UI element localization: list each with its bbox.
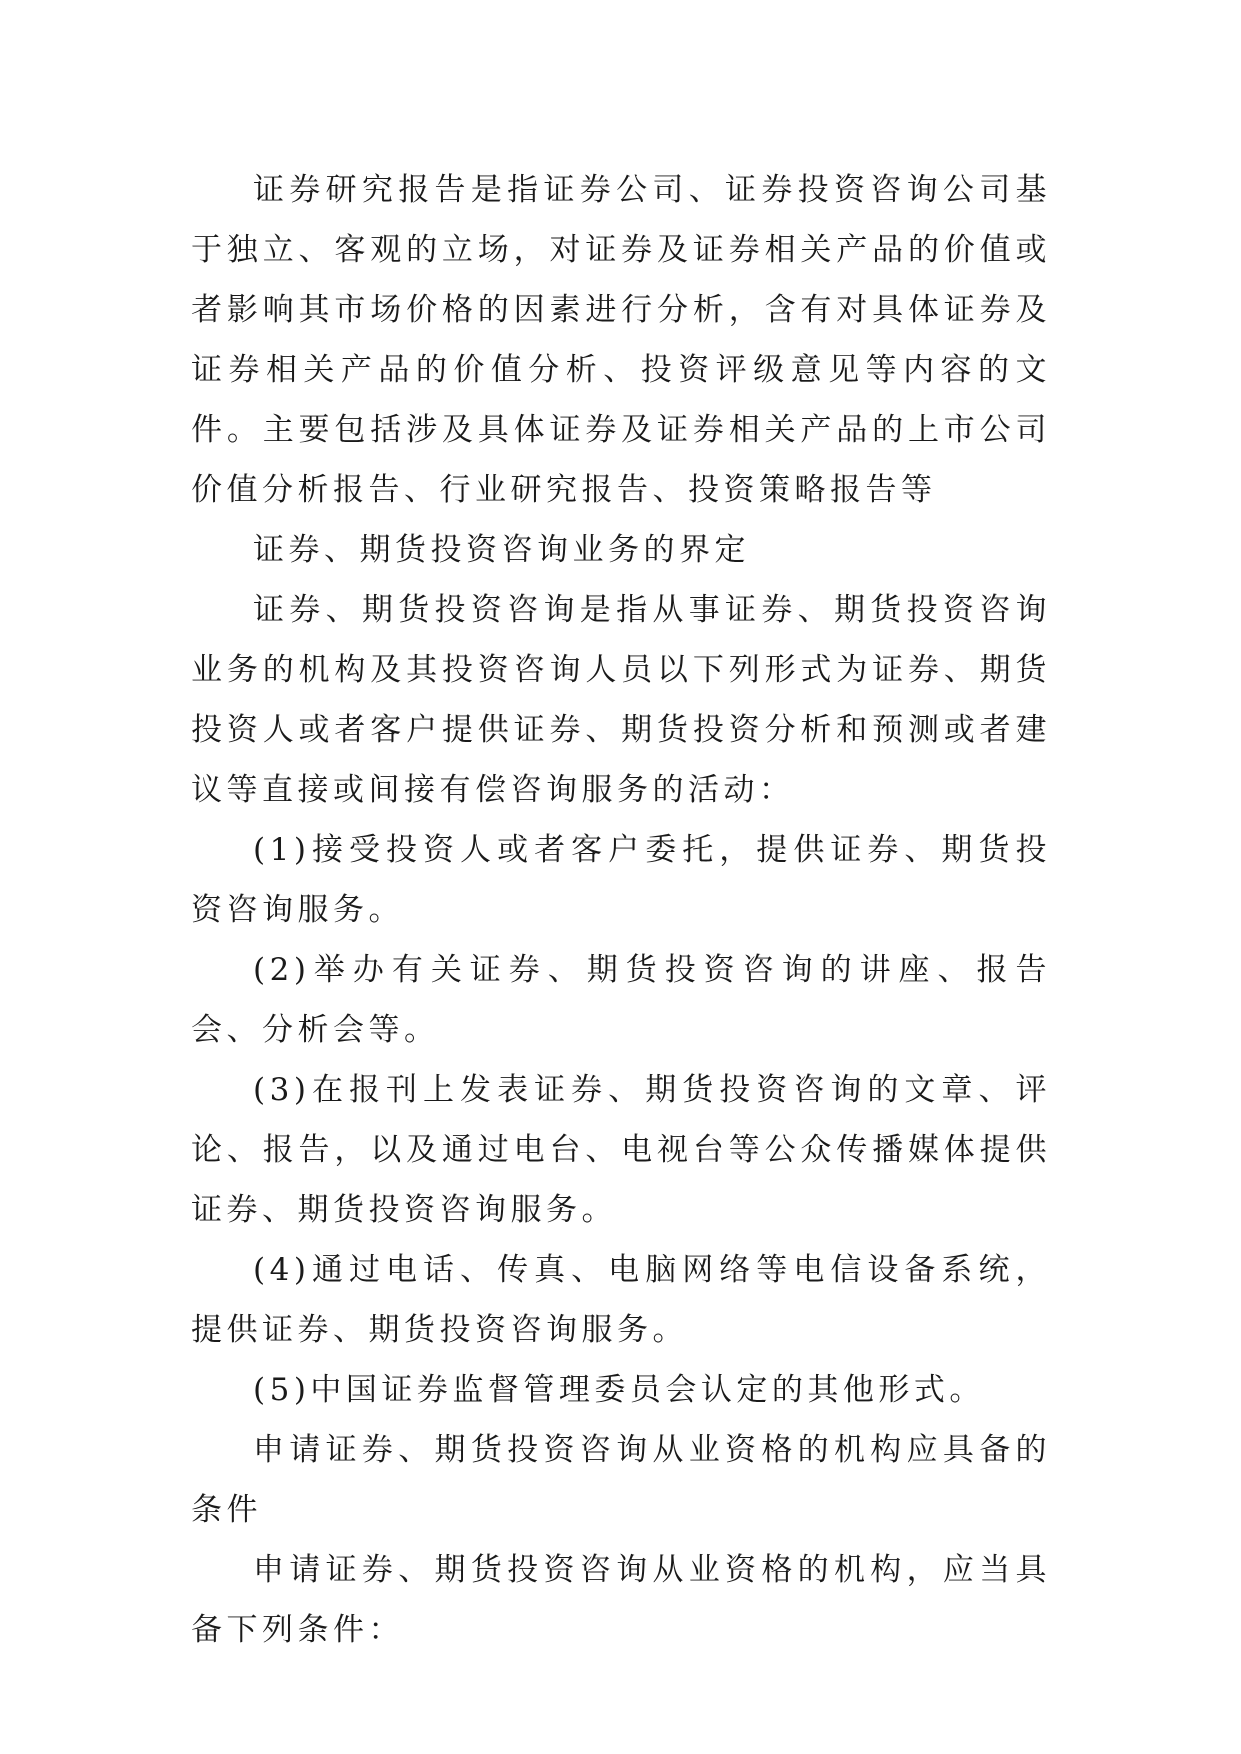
document-body [191, 160, 1051, 1660]
paragraph-consulting-definition: 证券、期货投资咨询是指从事证券、期货投资咨询业务的机构及其投资咨询人员以下列形式为证券、期货投资人或者客户提供证券、期货投资分析和预测或者建议等直接或间接有偿咨询服务的活动： [191, 592, 1051, 808]
heading-consulting-business-scope: 证券、期货投资咨询业务的界定 [253, 532, 750, 568]
list-item-4: (4)通过电话、传真、电脑网络等电信设备系统，提供证券、期货投资咨询服务。 [191, 1252, 1051, 1348]
paragraph-institution-requirements-intro: 申请证券、期货投资咨询从业资格的机构，应当具备下列条件： [191, 1552, 1051, 1648]
list-item-1: (1)接受投资人或者客户委托，提供证券、期货投资咨询服务。 [191, 832, 1051, 928]
list-item-3: (3)在报刊上发表证券、期货投资咨询的文章、评论、报告，以及通过电台、电视台等公众传播媒体提供证券、期货投资咨询服务。 [191, 1072, 1051, 1228]
list-item-5: (5)中国证券监督管理委员会认定的其他形式。 [253, 1372, 985, 1408]
paragraph-research-report-definition: 证券研究报告是指证券公司、证券投资咨询公司基于独立、客观的立场，对证券及证券相关产品的价值或者影响其市场价格的因素进行分析，含有对具体证券及证券相关产品的价值分析、投资评级意见等内容的文件。主要包括涉及具体证券及证券相关产品的上市公司价值分析报告、行业研究报告、投资策略报告等 [191, 172, 1051, 508]
heading-institution-requirements: 申请证券、期货投资咨询从业资格的机构应具备的条件 [191, 1432, 1051, 1528]
list-item-2: (2)举办有关证券、期货投资咨询的讲座、报告会、分析会等。 [191, 952, 1051, 1048]
